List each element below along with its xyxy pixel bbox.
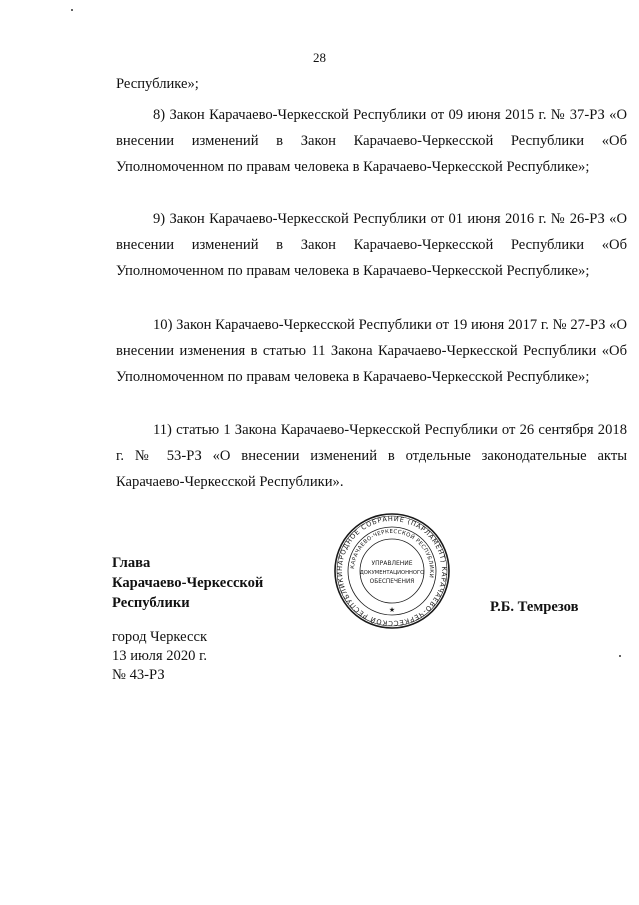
seal-center-line3: ОБЕСПЕЧЕНИЯ [369,579,415,585]
seal-star-icon: ★ [388,606,396,614]
document-number: № 43-РЗ [112,667,165,683]
signatory-title-line3: Республики [112,595,190,611]
lead-line: Республике»; [116,76,199,92]
document-city: город Черкесск [112,629,208,645]
seal-outer-text: НАРОДНОЕ СОБРАНИЕ (ПАРЛАМЕНТ) КАРАЧАЕВО-ЧЕРКЕССКОЙ РЕСПУБЛИКИ [335,514,449,628]
signatory-name: Р.Б. Темрезов [490,599,579,615]
list-item-10: 10) Закон Карачаево-Черкесской Республики от 19 июня 2017 г. № 27-РЗ «О внесении изменения в статью 11 Закона Карачаево-Черкесской Республики «Об Уполномоченном по правам человека в Карачаево-Черкесской Республике»; [116,317,627,385]
seal-inner-text: КАРАЧАЕВО-ЧЕРКЕССКОЙ РЕСПУБЛИКИ [350,528,435,579]
list-item-11: 11) статью 1 Закона Карачаево-Черкесской Республики от 26 сентября 2018 г. № 53-РЗ «О внесении изменений в отдельные законодательные акты Карачаево-Черкесской Республики». [116,422,627,490]
list-item-9: 9) Закон Карачаево-Черкесской Республики от 01 июня 2016 г. № 26-РЗ «О внесении изменений в Закон Карачаево-Черкесской Республики «Об Уполномоченном по правам человека в Карачаево-Черкесской Республике»; [116,211,627,279]
list-item-8: 8) Закон Карачаево-Черкесской Республики от 09 июня 2015 г. № 37-РЗ «О внесении изменений в Закон Карачаево-Черкесской Республики «Об Уполномоченном по правам человека в Карачаево-Черкесской Республике»; [116,107,627,175]
seal-center-line1: УПРАВЛЕНИЕ [371,560,413,567]
page-number: 28 [313,50,326,65]
document-date: 13 июля 2020 г. [112,648,208,664]
scan-speck [619,655,621,657]
signatory-title-line1: Глава [112,555,151,571]
seal-center-line2: ДОКУМЕНТАЦИОННОГО [359,570,425,576]
signatory-title-line2: Карачаево-Черкесской [112,575,264,591]
scan-speck [71,9,73,11]
official-seal [333,512,451,630]
